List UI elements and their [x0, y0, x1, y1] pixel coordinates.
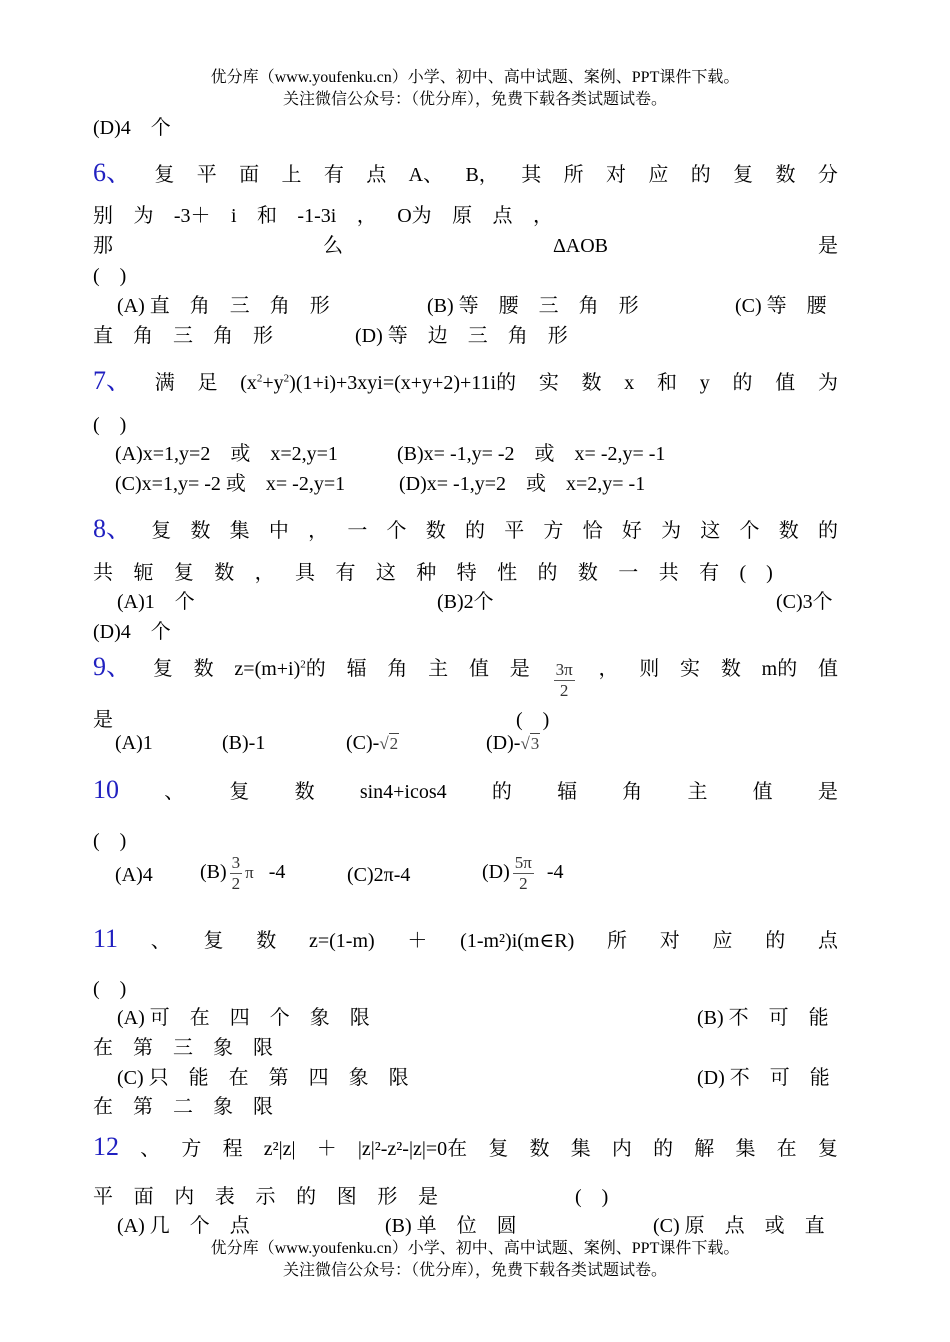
question-text-token: 原: [452, 205, 473, 227]
q9-word: m的: [761, 658, 798, 680]
q9-word: 角: [387, 658, 408, 680]
q7-number: 7、: [93, 366, 133, 395]
question-text-token: 的: [653, 1138, 674, 1160]
q6-option-a: (A) 直 角 三 角 形: [117, 295, 330, 317]
question-text-token: ＋: [407, 930, 428, 952]
q12-option-a: (A) 几 个 点: [117, 1215, 250, 1237]
question-text-token: |z|²-z²-|z|=0在: [357, 1138, 468, 1160]
q7-option-d: (D)x= -1,y=2 或 x=2,y= -1: [399, 473, 646, 495]
question-text-token: 集: [735, 1138, 756, 1160]
q7-word: 足: [197, 372, 218, 394]
question-text-token: 轭: [133, 562, 154, 584]
question-text-token: ( ): [739, 562, 773, 584]
q10-option-c: (C)2π-4: [347, 864, 411, 886]
question-text-token: 的: [491, 781, 512, 803]
question-text-token: 方: [543, 520, 564, 542]
q9-line2: 是: [93, 709, 113, 731]
q11-option-d-cont: 在 第 二 象 限: [93, 1096, 273, 1118]
question-text-token: 程: [222, 1138, 243, 1160]
q9-option-a: (A)1: [115, 732, 153, 754]
page-footer-line2: 关注微信公众号：（优分库），免费下载各类试题试卷。: [282, 1262, 667, 1279]
q6-option-c: (C) 等 腰: [735, 295, 827, 317]
question-number: 6、: [93, 158, 133, 187]
question-text-token: ΔAOB: [552, 235, 609, 257]
question-text-token: 数: [425, 520, 446, 542]
question-text-token: 复: [229, 781, 250, 803]
q8-option-b: (B)2个: [437, 591, 494, 613]
question-text-token: 的: [537, 562, 558, 584]
question-text-token: 形: [377, 1186, 398, 1208]
question-text-token: 所: [607, 930, 628, 952]
question-text-token: 好: [621, 520, 642, 542]
question-text-token: 种: [416, 562, 437, 584]
question-text-token: 的: [296, 1186, 317, 1208]
q11-option-b: (B) 不 可 能: [697, 1007, 829, 1029]
question-text-token: z²|z|: [263, 1138, 296, 1160]
question-text-token: 数: [256, 930, 277, 952]
question-text-token: 图: [336, 1186, 357, 1208]
question-text-token: 数: [577, 562, 598, 584]
question-text-token: 分: [817, 164, 838, 186]
q7-word: y: [699, 372, 710, 394]
question-text-token: 集: [229, 520, 250, 542]
question-text-token: 是: [818, 235, 838, 257]
question-text-token: 有: [699, 562, 720, 584]
q10-line1: [93, 775, 838, 805]
q9-number: 9、: [93, 652, 133, 681]
q7-equation: $(x^2+y^2)(1+i)+3xyi=(x+y+2)+11i$的: [240, 372, 517, 394]
q11-option-c: (C) 只 能 在 第 四 象 限: [117, 1067, 409, 1089]
question-text-token: -3＋: [173, 205, 211, 227]
q9-word: 值: [468, 658, 489, 680]
q9-word: 实: [680, 658, 701, 680]
q10-option-b: (B) $\frac{3}{2}$ π -4: [200, 853, 286, 893]
q9-option-c: (C)-√2: [346, 732, 399, 754]
q11-option-d: (D) 不 可 能: [697, 1067, 830, 1089]
q7-option-c: (C)x=1,y= -2 或 x= -2,y=1: [115, 473, 346, 495]
question-text-token: 有: [335, 562, 356, 584]
question-text-token: 复: [173, 562, 194, 584]
q8-option-a: (A)1 个: [117, 591, 195, 613]
question-text-token: 角: [622, 781, 643, 803]
q11-paren: ( ): [93, 978, 127, 1000]
q9-word: 数: [193, 658, 214, 680]
sqrt-icon: √3: [520, 734, 540, 753]
question-text-token: 方: [181, 1138, 202, 1160]
q10-paren: ( ): [93, 830, 127, 852]
q9-word: ，: [598, 658, 619, 680]
sqrt-icon: √2: [379, 734, 399, 753]
question-text-token: 个: [739, 520, 760, 542]
question-number: 8、: [93, 514, 133, 543]
question-text-token: 这: [375, 562, 396, 584]
question-text-token: 共: [658, 562, 679, 584]
q9-word: 则: [639, 658, 660, 680]
q8-line1: [93, 508, 838, 545]
question-text-token: 个: [386, 520, 407, 542]
question-text-token: 复: [817, 1138, 838, 1160]
q9-word: 主: [428, 658, 449, 680]
question-text-token: 数: [529, 1138, 550, 1160]
question-text-token: sin4+icos4: [359, 781, 447, 803]
question-text-token: 中: [268, 520, 289, 542]
question-text-token: 数: [778, 520, 799, 542]
question-number: 11: [93, 924, 119, 953]
q11-line1: [93, 924, 838, 954]
q9-option-b: (B)-1: [222, 732, 266, 754]
question-text-token: 数: [214, 562, 235, 584]
question-text-token: ，: [308, 520, 329, 542]
top-option-d: (D)4 个: [93, 117, 171, 139]
question-number: 12: [93, 1132, 119, 1161]
question-text-token: z=(1-m): [308, 930, 375, 952]
question-text-token: 复: [203, 930, 224, 952]
question-text-token: i: [230, 205, 237, 227]
q9-word: 是: [509, 658, 530, 680]
question-text-token: B，: [465, 164, 499, 186]
question-text-token: 的: [765, 930, 786, 952]
question-text-token: 点: [492, 205, 513, 227]
question-text-token: 复: [154, 164, 175, 186]
question-text-token: ，: [254, 562, 275, 584]
question-text-token: 表: [214, 1186, 235, 1208]
page-header-line2: 关注微信公众号：（优分库），免费下载各类试题试卷。: [282, 91, 667, 108]
question-text-token: 面: [133, 1186, 154, 1208]
question-text-token: 内: [174, 1186, 195, 1208]
question-text-token: 的: [464, 520, 485, 542]
question-text-token: 特: [456, 562, 477, 584]
question-text-token: 数: [775, 164, 796, 186]
q9-word: 值: [818, 658, 838, 680]
question-text-token: 值: [752, 781, 773, 803]
q11-option-b-cont: 在 第 三 象 限: [93, 1037, 273, 1059]
q10-option-a: (A)4: [115, 864, 153, 886]
question-text-token: 点: [366, 164, 387, 186]
q12-line1: [93, 1132, 838, 1162]
question-text-token: 示: [255, 1186, 276, 1208]
question-text-token: 一: [618, 562, 639, 584]
q8-option-d: (D)4 个: [93, 621, 171, 643]
question-text-token: 那: [93, 235, 113, 257]
question-text-token: 对: [659, 930, 680, 952]
question-text-token: 解: [694, 1138, 715, 1160]
q9-paren: ( ): [516, 709, 550, 731]
q10-option-d: (D) $\frac{5\pi}{2}$ -4: [482, 853, 564, 893]
q7-word: 实: [538, 372, 559, 394]
question-text-token: 数: [294, 781, 315, 803]
question-text-token: 具: [295, 562, 316, 584]
question-text-token: 和: [256, 205, 277, 227]
page-header-line1: 优分库（www.youfenku.cn）小学、初中、高中试题、案例、PPT课件下载。: [210, 69, 740, 86]
question-number: 10: [93, 775, 119, 804]
q7-paren: ( ): [93, 414, 127, 436]
question-text-token: 集: [570, 1138, 591, 1160]
q6-line1: [93, 152, 838, 189]
question-text-token: 应: [648, 164, 669, 186]
question-text-token: 点: [817, 930, 838, 952]
q12-paren: ( ): [575, 1186, 609, 1208]
q6-line3: [93, 229, 838, 258]
question-text-token: 为: [133, 205, 154, 227]
q7-word: 满: [154, 372, 175, 394]
question-text-token: 、: [164, 781, 185, 803]
question-text-token: 辐: [557, 781, 578, 803]
q9-word: 数: [720, 658, 741, 680]
question-text-token: 应: [712, 930, 733, 952]
question-text-token: ，: [532, 205, 553, 227]
question-text-token: 的: [817, 520, 838, 542]
question-text-token: 性: [497, 562, 518, 584]
question-text-token: 是: [817, 781, 838, 803]
question-text-token: 别: [93, 205, 113, 227]
q7-word: x: [624, 372, 635, 394]
question-text-token: 数: [190, 520, 211, 542]
question-text-token: 复: [151, 520, 172, 542]
question-text-token: 主: [687, 781, 708, 803]
q7-option-b: (B)x= -1,y= -2 或 x= -2,y= -1: [397, 443, 666, 465]
question-text-token: A、: [408, 164, 444, 186]
question-text-token: 平: [196, 164, 217, 186]
question-text-token: 一: [347, 520, 368, 542]
question-text-token: 是: [418, 1186, 438, 1208]
question-text-token: 么: [322, 235, 343, 257]
q6-option-b: (B) 等 腰 三 角 形: [427, 295, 639, 317]
question-text-token: ，: [356, 205, 377, 227]
q11-option-a: (A) 可 在 四 个 象 限: [117, 1007, 370, 1029]
q9-line1: [93, 646, 838, 701]
question-text-token: O为: [397, 205, 432, 227]
question-text-token: 为: [661, 520, 682, 542]
q7-word: 和: [657, 372, 678, 394]
q12-line2: [93, 1180, 438, 1209]
question-text-token: 、: [140, 1138, 161, 1160]
question-text-token: 复: [733, 164, 754, 186]
q6-option-d: (D) 等 边 三 角 形: [355, 325, 568, 347]
question-text-token: 所: [563, 164, 584, 186]
q8-option-c: (C)3个: [776, 591, 833, 613]
question-text-token: (1-m²)i(m∈R): [460, 930, 575, 952]
question-text-token: 上: [281, 164, 302, 186]
question-text-token: ＋: [316, 1138, 337, 1160]
page-footer-line1: 优分库（www.youfenku.cn）小学、初中、高中试题、案例、PPT课件下载。: [210, 1240, 740, 1257]
q7-word: 的: [732, 372, 753, 394]
q9-word: 复: [152, 658, 173, 680]
question-text-token: 复: [488, 1138, 509, 1160]
question-text-token: 面: [239, 164, 260, 186]
question-text-token: 内: [611, 1138, 632, 1160]
q7-line1: [93, 360, 838, 397]
question-text-token: 平: [504, 520, 525, 542]
q9-fraction: $\frac{3\pi}{2}$: [555, 660, 573, 700]
q6-paren: ( ): [93, 265, 127, 287]
q7-option-a: (A)x=1,y=2 或 x=2,y=1: [115, 443, 338, 465]
question-text-token: 有: [323, 164, 344, 186]
q8-line2: [93, 556, 773, 585]
question-text-token: 共: [93, 562, 113, 584]
q6-option-c-cont: 直 角 三 角 形: [93, 325, 273, 347]
question-text-token: -1-3i: [297, 205, 337, 227]
q7-word: 为: [817, 372, 838, 394]
question-text-token: 对: [605, 164, 626, 186]
question-text-token: 的: [690, 164, 711, 186]
q9-word: 辐: [346, 658, 367, 680]
q12-option-b: (B) 单 位 圆: [385, 1215, 517, 1237]
q9-option-d: (D)-√3: [486, 732, 540, 754]
question-text-token: 在: [776, 1138, 797, 1160]
question-text-token: 这: [700, 520, 721, 542]
question-text-token: 、: [150, 930, 171, 952]
q9-equation: $z=(m+i)^2$的: [234, 658, 326, 680]
question-text-token: 平: [93, 1186, 113, 1208]
question-text-token: 其: [521, 164, 542, 186]
q12-option-c: (C) 原 点 或 直: [653, 1215, 825, 1237]
q7-word: 数: [581, 372, 602, 394]
q7-word: 值: [775, 372, 796, 394]
q6-line2: [93, 199, 553, 228]
question-text-token: 恰: [582, 520, 603, 542]
